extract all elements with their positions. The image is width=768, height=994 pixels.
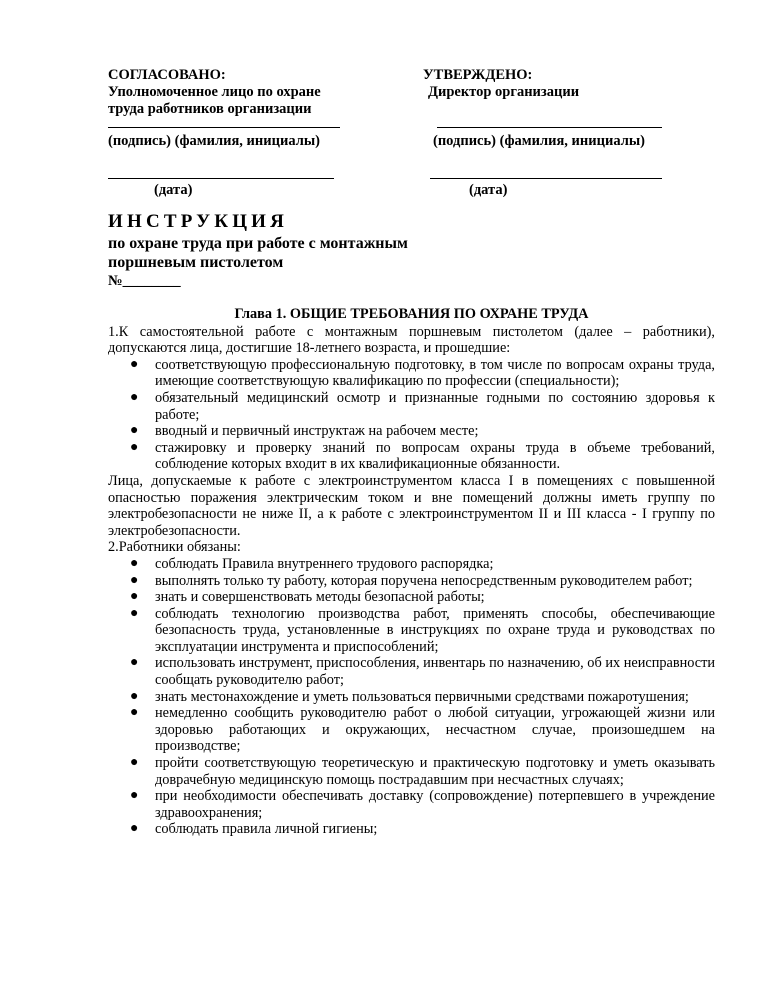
worker-duties-list — [108, 556, 715, 838]
approved-title: УТВЕРЖДЕНО: — [423, 67, 533, 83]
bullet-icon: ● — [130, 755, 139, 771]
agreed-title: СОГЛАСОВАНО: — [108, 67, 226, 83]
bullet-icon: ● — [130, 439, 139, 455]
paragraph-electrical-safety: Лица, допускаемые к работе с электроинструментом класса I в помещениях с повышенной опасностью поражения электрическим током и вне помещений должны иметь группу по электробезопасности не ниже II, а к работе с электроинструментом II и III класса - I группу по электробезопасности. — [108, 472, 715, 539]
agreed-date-caption: (дата) — [154, 182, 193, 198]
list-item: ● знать местонахождение и уметь пользоваться первичными средствами пожаротушения; — [130, 688, 689, 705]
list-item: ● соблюдать Правила внутреннего трудового распорядка; — [130, 555, 494, 572]
approved-date-caption: (дата) — [469, 182, 508, 198]
document-subtitle-line2: поршневым пистолетом — [108, 254, 284, 271]
list-item: ● стажировку и проверку знаний по вопросам охраны труда в объеме требований, соблюдение которых входит в их квалификационные обязанности. — [130, 439, 715, 473]
list-item: ● соответствующую профессиональную подготовку, в том числе по вопросам охраны труда, имеющие соответствующую квалификацию по профессии (специальности); — [130, 356, 715, 390]
bullet-icon: ● — [130, 605, 139, 621]
bullet-icon: ● — [130, 655, 139, 671]
approved-line1: Директор организации — [428, 84, 580, 100]
approved-date-line — [430, 178, 662, 179]
agreed-signature-caption: (подпись) (фамилия, инициалы) — [108, 133, 320, 149]
bullet-icon: ● — [130, 572, 139, 588]
agreed-line1: Уполномоченное лицо по охране — [108, 84, 321, 100]
bullet-icon: ● — [130, 389, 139, 405]
agreed-date-line — [108, 178, 334, 179]
bullet-icon: ● — [130, 705, 139, 721]
list-item: ● знать и совершенствовать методы безопасной работы; — [130, 589, 485, 606]
chapter-heading: Глава 1. ОБЩИЕ ТРЕБОВАНИЯ ПО ОХРАНЕ ТРУДА — [234, 306, 589, 322]
approved-signature-caption: (подпись) (фамилия, инициалы) — [433, 133, 645, 149]
list-item: ● выполнять только ту работу, которая поручена непосредственным руководителем работ; — [130, 572, 693, 589]
list-item: ● пройти соответствующую теоретическую и практическую подготовку и уметь оказывать доврачебную медицинскую помощь пострадавшим при несчастных случаях; — [130, 755, 715, 788]
agreed-line2: труда работников организации — [108, 101, 312, 117]
bullet-icon: ● — [130, 688, 139, 704]
paragraph-1: 1.К самостоятельной работе с монтажным поршневым пистолетом (далее – работники), допускаются лица, достигшие 18-летнего возраста, и прошедшие: — [108, 323, 715, 357]
list-item: ● использовать инструмент, приспособления, инвентарь по назначению, об их неисправности сообщать руководителю работ; — [130, 655, 715, 689]
list-item: ● соблюдать технологию производства работ, применять способы, обеспечивающие безопасность труда, установленные в инструкциях по охране труда и руководствах по эксплуатации инструмента и приспособлений; — [130, 605, 715, 655]
bullet-icon: ● — [130, 589, 139, 605]
approved-signature-line — [437, 127, 662, 128]
list-item: ● немедленно сообщить руководителю работ о любой ситуации, угрожающей жизни или здоровью работающих и окружающих, несчастном случае, произошедшем на производстве; — [130, 705, 715, 755]
list-item: ● при необходимости обеспечивать доставку (сопровождение) потерпевшего в учреждение здравоохранения; — [130, 788, 715, 821]
list-item: ● вводный и первичный инструктаж на рабочем месте; — [130, 423, 479, 440]
paragraph-2: 2.Работники обязаны: — [108, 539, 241, 556]
document-subtitle-line1: по охране труда при работе с монтажным — [108, 235, 408, 252]
document-title: ИНСТРУКЦИЯ — [108, 211, 289, 232]
bullet-icon: ● — [130, 423, 139, 439]
list-item: ● соблюдать правила личной гигиены; — [130, 821, 378, 838]
list-item: ● обязательный медицинский осмотр и признанные годными по состоянию здоровья к работе; — [130, 389, 715, 423]
bullet-icon: ● — [130, 821, 139, 837]
agreed-signature-line — [108, 127, 340, 128]
bullet-icon: ● — [130, 555, 139, 571]
admission-requirements-list — [108, 357, 715, 473]
document-body — [108, 306, 715, 838]
bullet-icon: ● — [130, 788, 139, 804]
document-number: №________ — [108, 273, 181, 289]
bullet-icon: ● — [130, 356, 139, 372]
